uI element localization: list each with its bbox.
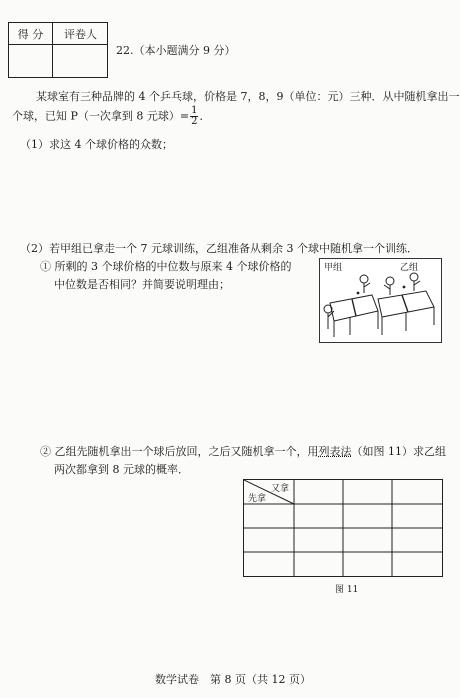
question-header — [116, 42, 236, 58]
sub-question-1-answer-space[interactable] — [40, 350, 300, 430]
intro-line-2 — [12, 106, 210, 127]
question-number: 22. — [116, 44, 134, 57]
intro-end: ． — [199, 109, 211, 123]
table-header-second-draw: 又拿 — [271, 484, 290, 494]
sub-question-1-line-1: ① 所剩的 3 个球价格的中位数与原来 4 个球价格的 — [40, 260, 292, 273]
intro-line-1: 某球室有三种品牌的 4 个乒乓球，价格是 7，8，9（单位：元）三种．从中随机拿出一 — [36, 90, 460, 103]
sub-question-2-text-end: （如图 11）求乙组 — [351, 445, 446, 458]
sub-question-2-text: ② 乙组先随机拿出一个球后放回，之后又随机拿一个，用 — [40, 445, 319, 458]
question-meta: （本小题满分 9 分） — [133, 44, 236, 57]
probability-fraction — [190, 106, 198, 127]
table-tennis-illustration — [319, 258, 442, 343]
figure-caption: 图 11 — [335, 585, 359, 595]
group-a-label: 甲组 — [324, 263, 343, 273]
part-2-prompt: （2）若甲组已拿走一个 7 元球训练，乙组准备从剩余 3 个球中随机拿一个训练． — [20, 242, 418, 255]
fraction-numerator: 1 — [191, 105, 198, 116]
list-method-emphasis: 列表法 — [318, 445, 352, 458]
score-box — [8, 22, 108, 78]
list-method-table — [243, 479, 443, 577]
part-1-prompt: （1）求这 4 个球价格的众数； — [20, 138, 173, 151]
sub-question-2-line-2: 两次都拿到 8 元球的概率． — [54, 463, 189, 476]
fraction-denominator: 2 — [191, 116, 198, 127]
score-cell[interactable] — [9, 45, 53, 78]
grader-header: 评卷人 — [53, 23, 108, 45]
sub-question-1-line-2: 中位数是否相同？并简要说明理由； — [54, 278, 230, 291]
grader-cell[interactable] — [53, 45, 108, 78]
sub-question-2-line-1 — [40, 443, 446, 459]
group-b-label: 乙组 — [400, 263, 419, 273]
table-header-first-draw: 先拿 — [248, 494, 267, 504]
score-header: 得 分 — [9, 23, 53, 45]
table-grid-lines — [244, 480, 442, 576]
intro-text: 个球，已知 P（一次拿到 8 元球）= — [12, 109, 190, 123]
page-footer: 数学试卷 第 8 页（共 12 页） — [155, 673, 311, 686]
part-1-answer-space[interactable] — [20, 156, 440, 231]
